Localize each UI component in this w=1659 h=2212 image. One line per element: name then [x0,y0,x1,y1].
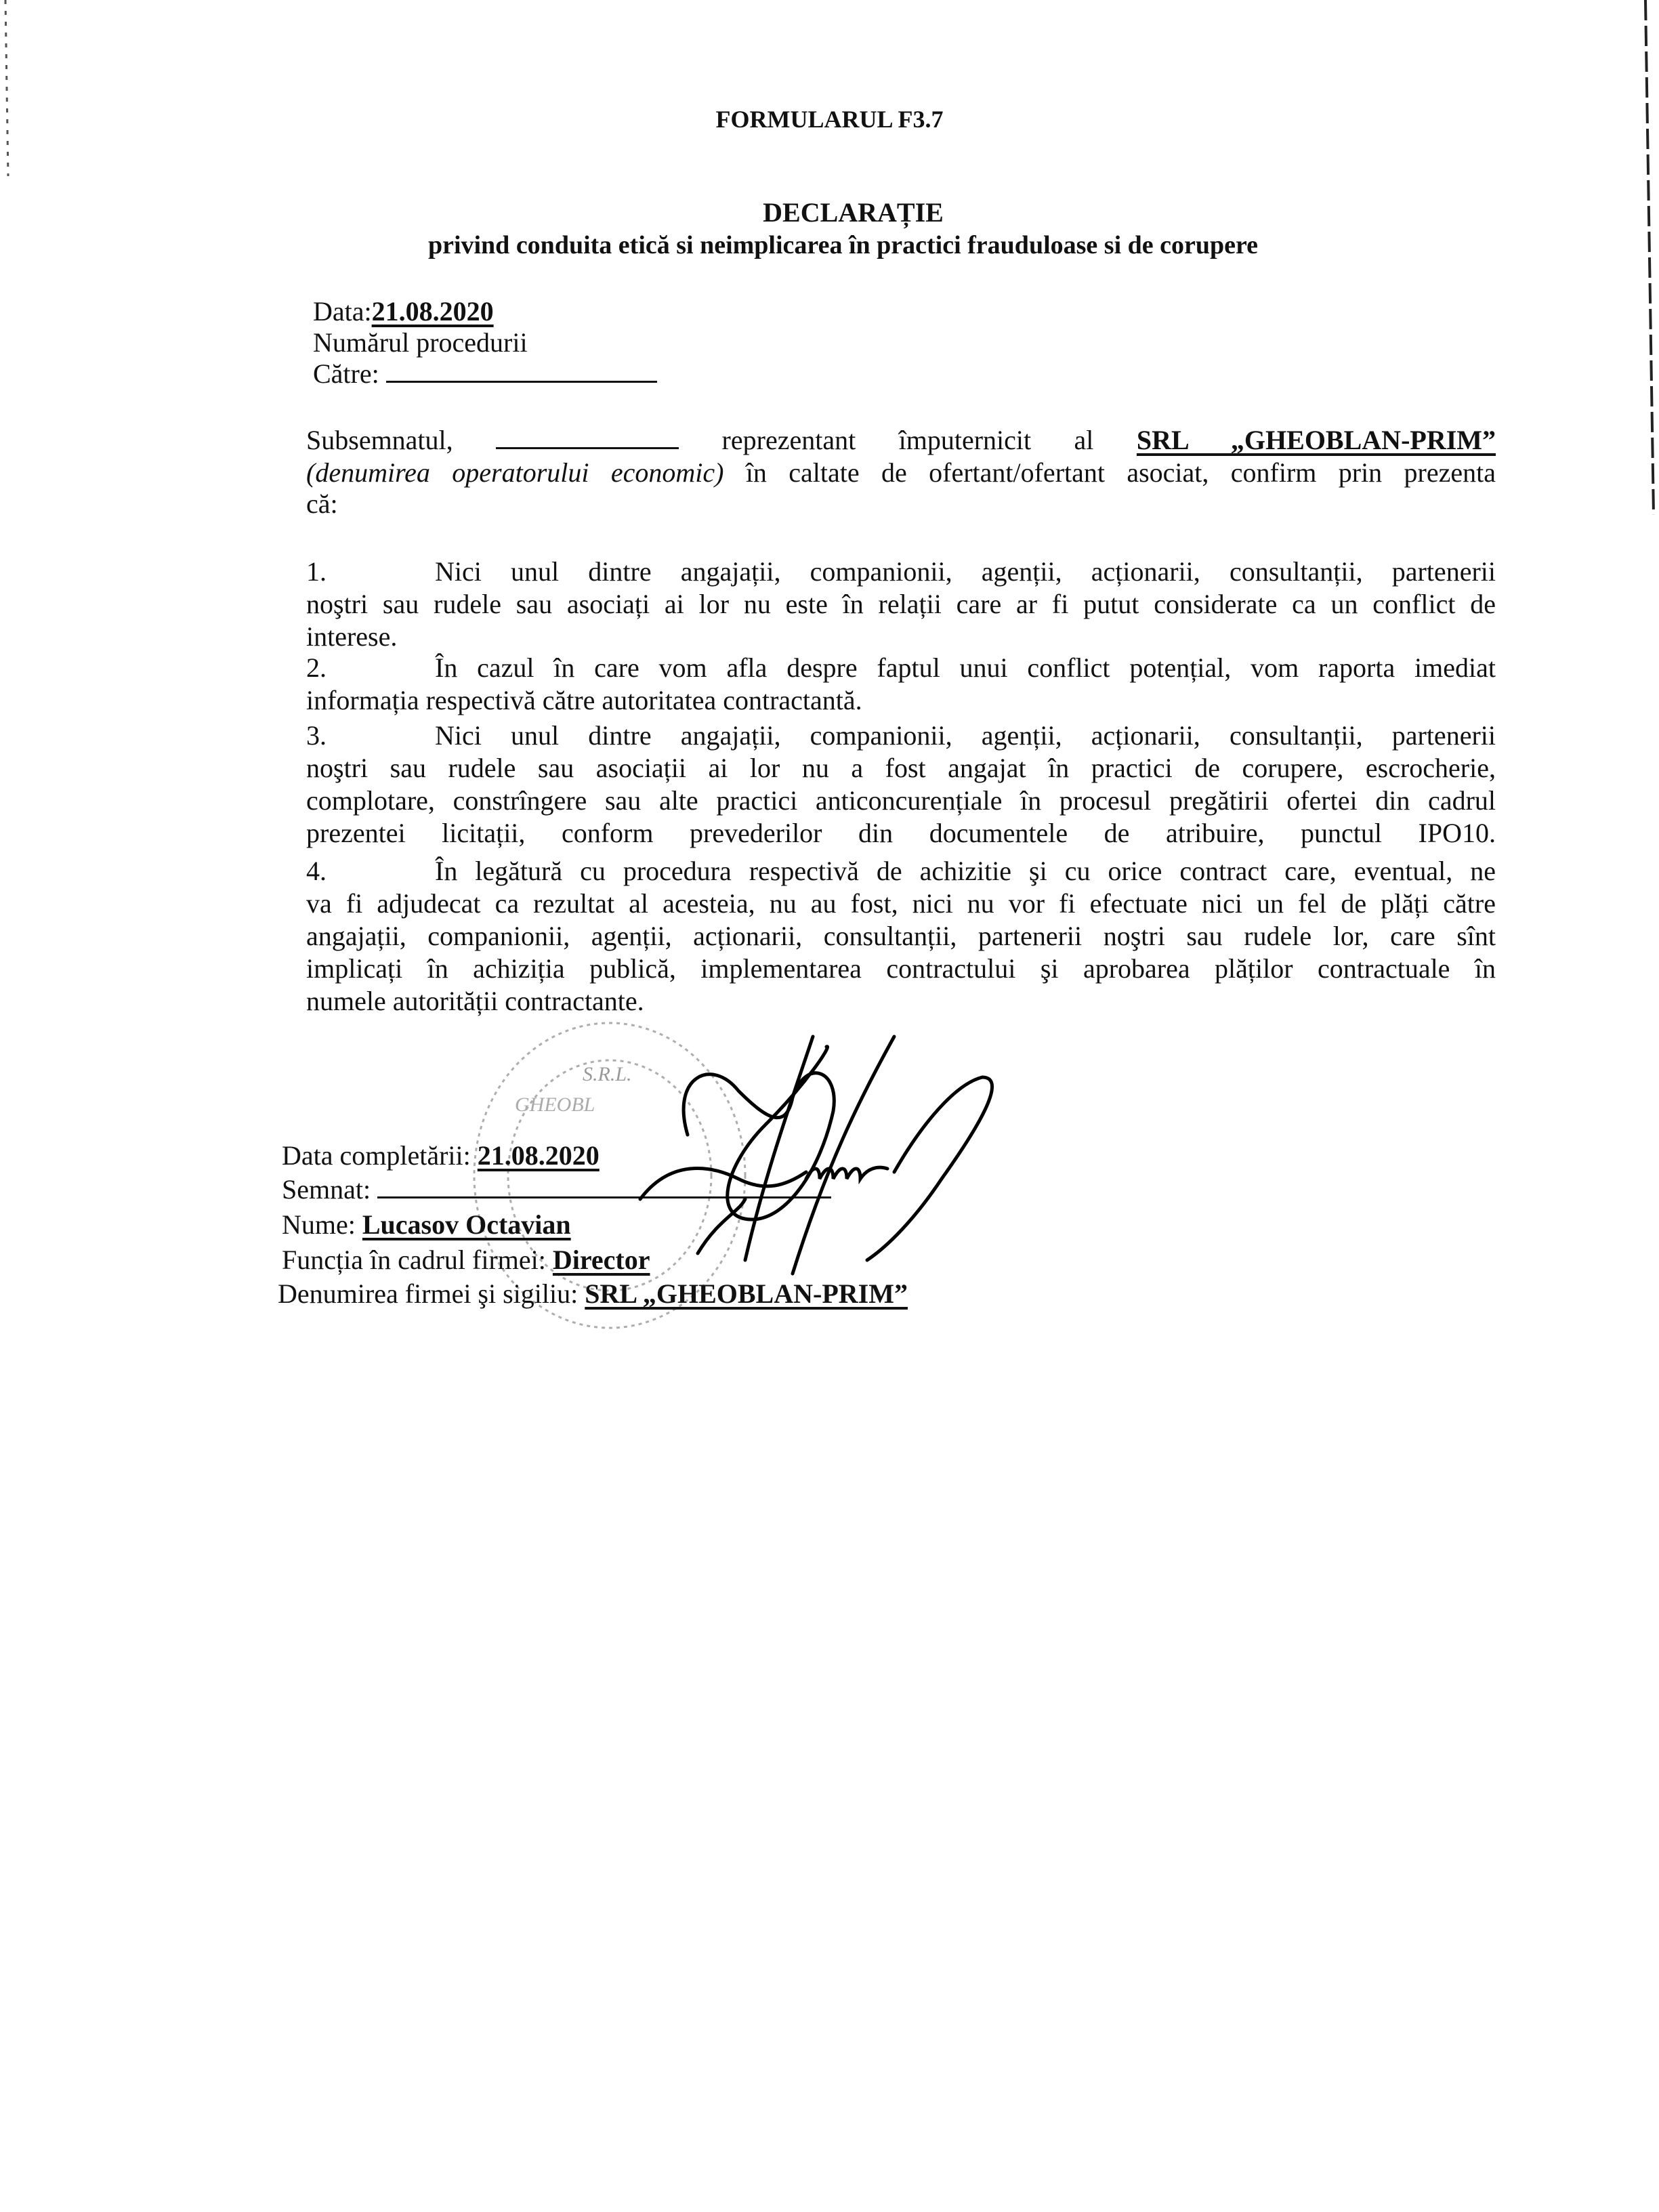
scan-edge-left [0,0,14,2212]
item-1-line [306,621,397,653]
representative-blank [496,427,679,449]
item-2-line [306,652,1496,684]
item-number: 1. [306,556,327,587]
item-1-line [306,588,1496,621]
document-subtitle: privind conduita etică si neimplicarea în practici frauduloase si de corupere [427,231,1259,259]
completion-date-line [282,1140,600,1172]
item-3-line [306,785,1496,817]
item-text: numele autorității contractante. [306,986,644,1016]
name-value: Lucasov Octavian [362,1209,571,1240]
handwritten-signature [630,1016,1009,1287]
signed-label: Semnat: [282,1174,371,1205]
date-label: Data: [313,296,372,327]
item-text: implicați în achiziția publică, implementarea contractului şi aprobarea plăților contractuale în [306,953,1496,984]
intro-line-1 [306,424,1496,457]
intro-subsemnatul: Subsemnatul, [306,425,453,455]
completion-date-value: 21.08.2020 [477,1140,600,1171]
function-label: Funcția în cadrul firmei: [282,1245,546,1275]
item-4-line [306,920,1496,953]
form-code: FORMULARUL F3.7 [715,106,944,133]
item-text: noştri sau rudele sau asociați ai lor nu este în relații care ar fi putut considerate ca un conflict de [306,589,1496,619]
function-value: Director [552,1245,650,1275]
intro-italic-note: (denumirea operatorului economic) [306,457,724,488]
item-text: Nici unul dintre angajații, companionii, agenții, acționarii, consultanții, partenerii [435,556,1496,587]
item-1-line [306,556,1496,588]
item-text: noştri sau rudele sau asociații ai lor nu a fost angajat în practici de corupere, escrocherie, [306,753,1496,783]
name-line [282,1209,571,1241]
completion-date-label: Data completării: [282,1140,471,1171]
item-text: informația respectivă către autoritatea contractantă. [306,685,862,715]
to-blank [386,360,657,383]
intro-line-2 [306,457,1496,489]
item-number: 3. [306,720,327,751]
item-text: Nici unul dintre angajații, companionii, agenții, acționarii, consultanții, partenerii [435,720,1496,751]
item-number: 2. [306,652,327,683]
item-4-line [306,855,1496,888]
item-3-line [306,752,1496,785]
company-label: Denumirea firmei şi sigiliu: [278,1278,579,1309]
intro-representative: reprezentant împuternicit al [721,425,1094,455]
intro-line-3: că: [306,488,338,519]
company-value: SRL „GHEOBLAN-PRIM” [585,1278,908,1309]
scan-edge-right [1639,0,1659,2212]
to-label: Către: [313,358,379,389]
function-line [282,1244,650,1276]
name-label: Nume: [282,1209,356,1240]
svg-text:S.R.L.: S.R.L. [583,1063,632,1085]
date-value: 21.08.2020 [371,296,494,327]
item-number: 4. [306,856,327,886]
item-text: În legătură cu procedura respectivă de achizitie şi cu orice contract care, eventual, ne [435,856,1496,886]
procedure-number-label: Numărul procedurii [313,327,528,358]
item-4-line [306,953,1496,985]
to-line [313,358,657,390]
date-line [313,295,494,328]
item-3-line [306,719,1496,752]
item-text: va fi adjudecat ca rezultat al acesteia, nu au fost, nici nu vor fi efectuate nici un fel de plăți către [306,888,1496,919]
item-text: interese. [306,621,398,652]
item-text: angajații, companionii, agenții, acționarii, consultanții, partenerii noştri sau rudele lor, care sînt [306,921,1496,951]
item-text: În cazul în care vom afla despre faptul unui conflict potențial, vom raporta imediat [435,652,1496,683]
intro-line-2-text: în caltate de ofertant/ofertant asociat, confirm prin prezenta [723,457,1496,488]
item-4-line [306,888,1496,920]
item-text: complotare, constrîngere sau alte practici anticoncurențiale în procesul pregătirii ofertei din cadrul [306,785,1496,816]
document-title: DECLARAȚIE [763,197,944,228]
svg-text:GHEOBL: GHEOBL [515,1093,595,1116]
intro-company: SRL „GHEOBLAN-PRIM” [1136,425,1496,455]
item-3-line [306,817,1496,850]
item-2-line [306,684,862,717]
item-text: prezentei licitații, conform prevederilor din documentele de atribuire, punctul IPO10. [306,818,1496,848]
